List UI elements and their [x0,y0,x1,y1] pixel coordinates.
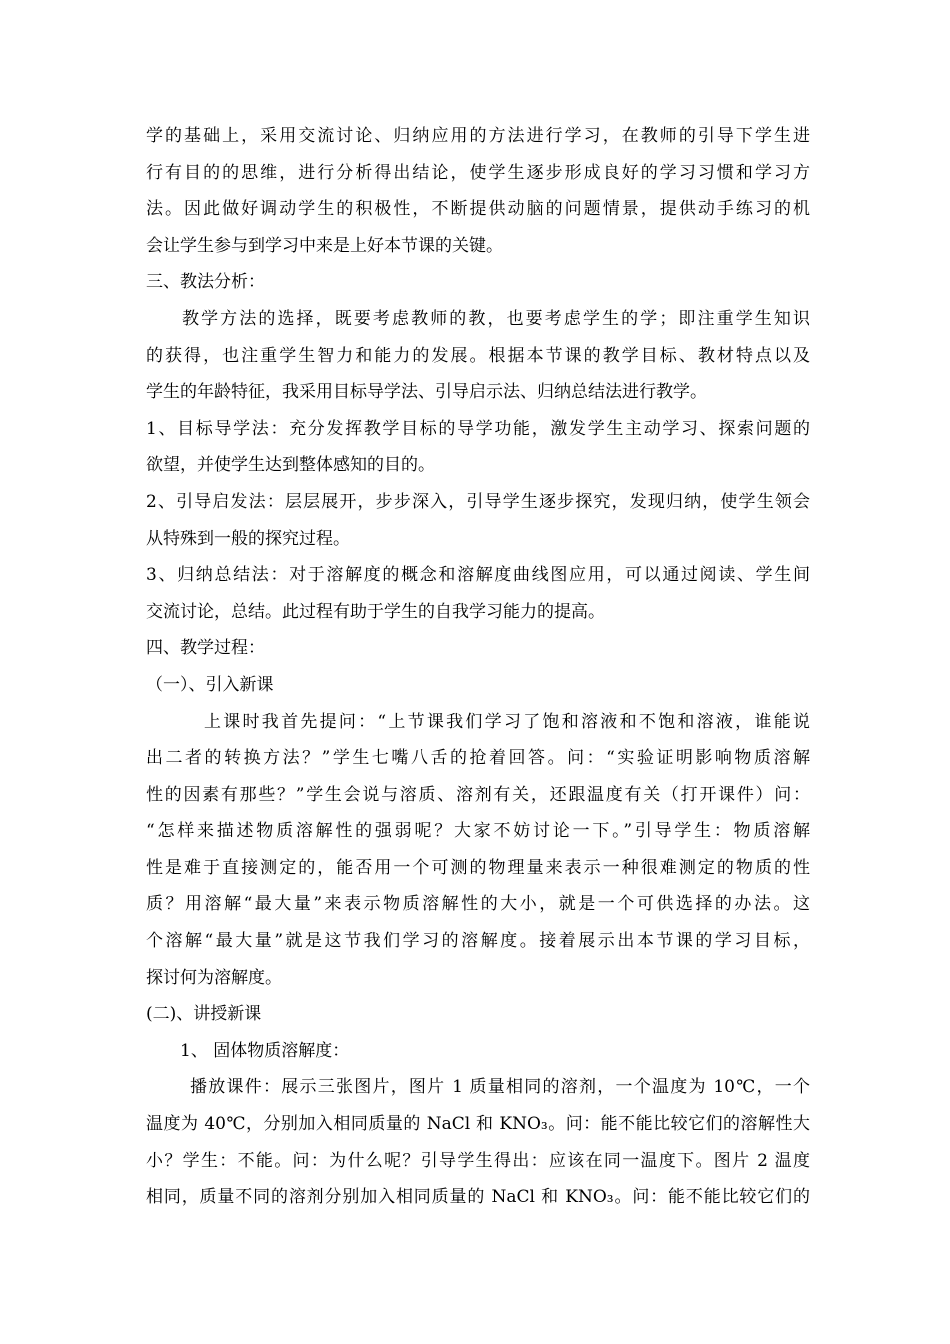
text-line: 质？用溶解“最大量”来表示物质溶解性的大小，就是一个可供选择的办法。这 [146,894,810,915]
text-line: 欲望，并使学生达到整体感知的目的。 [146,455,435,476]
text-line: 交流讨论，总结。此过程有助于学生的自我学习能力的提高。 [146,601,605,622]
section-heading: 四、教学过程： [146,638,265,659]
text-line: 性的因素有那些？”学生会说与溶质、溶剂有关，还跟温度有关（打开课件）问： [146,784,810,805]
item-heading: 1、 固体物质溶解度： [180,1040,350,1061]
text-line: 个溶解“最大量”就是这节我们学习的溶解度。接着展示出本节课的学习目标， [146,931,810,952]
document-page [146,118,810,1216]
text-line: 播放课件：展示三张图片，图片 1 质量相同的溶剂，一个温度为 10℃，一个 [190,1077,810,1098]
text-line: 相同，质量不同的溶剂分别加入相同质量的 NaCl 和 KNO₃。问：能不能比较它们的 [146,1187,810,1208]
text-line: 2、引导启发法：层层展开，步步深入，引导学生逐步探究，发现归纳，使学生领会 [146,491,810,512]
text-line: 1、目标导学法：充分发挥教学目标的导学功能，激发学生主动学习、探索问题的 [146,418,810,439]
text-line: 学生的年龄特征，我采用目标导学法、引导启示法、归纳总结法进行教学。 [146,382,707,403]
text-line: 教学方法的选择，既要考虑教师的教，也要考虑学生的学；即注重学生知识 [182,308,810,329]
text-line: 的获得，也注重学生智力和能力的发展。根据本节课的教学目标、教材特点以及 [146,345,810,366]
text-line: 温度为 40℃，分别加入相同质量的 NaCl 和 KNO₃。问：能不能比较它们的溶解性大 [146,1114,810,1135]
text-line: 从特殊到一般的探究过程。 [146,528,350,549]
text-line: 学的基础上，采用交流讨论、归纳应用的方法进行学习，在教师的引导下学生进 [146,126,810,146]
text-line: 上课时我首先提问：“上节课我们学习了饱和溶液和不饱和溶液，谁能说 [204,711,810,732]
text-line: “怎样来描述物质溶解性的强弱呢？大家不妨讨论一下。”引导学生：物质溶解 [146,821,810,842]
text-line: 探讨何为溶解度。 [146,967,282,988]
subsection-heading: （一）、引入新课 [146,674,274,695]
text-line: 性是难于直接测定的，能否用一个可测的物理量来表示一种很难测定的物质的性 [146,857,810,878]
subsection-heading: (二)、讲授新课 [146,1004,262,1025]
text-line: 行有目的的思维，进行分析得出结论，使学生逐步形成良好的学习习惯和学习方 [146,162,810,183]
text-line: 小？学生：不能。问：为什么呢？引导学生得出：应该在同一温度下。图片 2 温度 [146,1150,810,1171]
text-line: 3、归纳总结法：对于溶解度的概念和溶解度曲线图应用，可以通过阅读、学生间 [146,565,810,586]
section-heading: 三、教法分析： [146,272,265,293]
text-line: 会让学生参与到学习中来是上好本节课的关键。 [146,235,503,256]
text-line: 法。因此做好调动学生的积极性，不断提供动脑的问题情景，提供动手练习的机 [146,199,810,220]
text-line: 出二者的转换方法？”学生七嘴八舌的抢着回答。问：“实验证明影响物质溶解 [146,748,810,769]
